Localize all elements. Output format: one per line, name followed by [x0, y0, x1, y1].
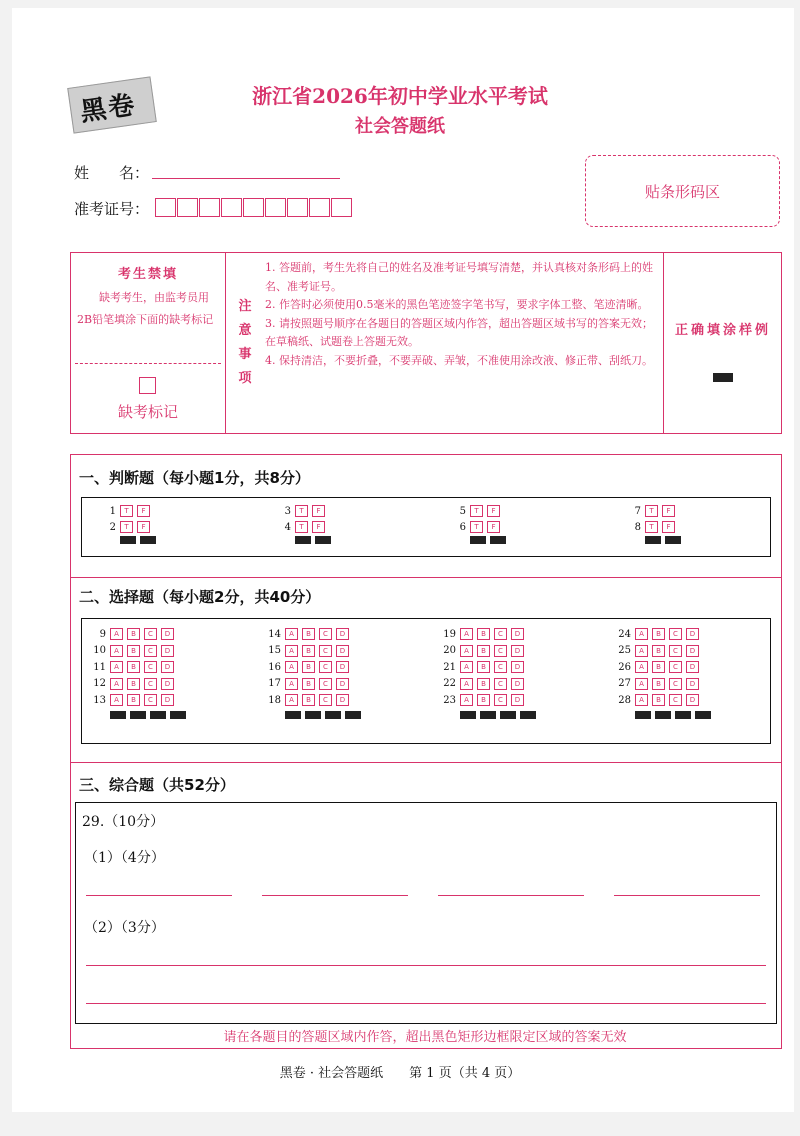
option-bubble[interactable]: T: [645, 521, 658, 533]
option-bubble[interactable]: B: [127, 694, 140, 706]
option-bubble[interactable]: A: [635, 678, 648, 690]
option-bubble[interactable]: D: [511, 661, 524, 673]
option-bubble[interactable]: C: [494, 694, 507, 706]
option-bubble[interactable]: C: [144, 678, 157, 690]
question-row: [615, 660, 703, 674]
name-field[interactable]: [152, 178, 340, 179]
alignment-marks: [285, 711, 365, 719]
question-row: [265, 677, 353, 691]
option-bubble[interactable]: B: [127, 645, 140, 657]
option-bubble[interactable]: B: [652, 694, 665, 706]
absent-mark-label: 缺考标记: [117, 403, 178, 421]
logo-text: 黑卷: [78, 90, 139, 128]
option-bubble[interactable]: D: [686, 661, 699, 673]
question-row: [265, 693, 353, 707]
option-bubble[interactable]: D: [336, 694, 349, 706]
option-bubble[interactable]: T: [645, 505, 658, 517]
divider: [75, 363, 221, 364]
attention-char: 项: [238, 371, 252, 386]
timing-mark: [325, 711, 341, 719]
option-bubble[interactable]: B: [127, 678, 140, 690]
question-row: [265, 644, 353, 658]
id-digit-box[interactable]: [265, 198, 286, 217]
attention-item: 1. 答题前，考生先将自己的姓名及准考证号填写清楚，并认真核对条形码上的姓名、准考证号。: [265, 261, 653, 293]
option-bubble[interactable]: A: [110, 661, 123, 673]
question-number: 6: [459, 521, 466, 533]
timing-mark: [460, 711, 476, 719]
option-bubble[interactable]: F: [662, 505, 675, 517]
absent-panel: [71, 253, 226, 433]
option-bubble[interactable]: T: [295, 521, 308, 533]
option-bubble[interactable]: C: [144, 645, 157, 657]
question-number: 16: [268, 661, 281, 673]
option-bubble[interactable]: C: [494, 645, 507, 657]
option-bubble[interactable]: D: [336, 661, 349, 673]
option-bubble[interactable]: A: [110, 694, 123, 706]
section-comprehensive: [70, 762, 782, 1049]
option-bubble[interactable]: D: [511, 678, 524, 690]
attention-items: [265, 259, 661, 370]
option-bubble[interactable]: C: [669, 645, 682, 657]
option-bubble[interactable]: D: [336, 628, 349, 640]
question-number: 18: [268, 694, 281, 706]
question-row: [625, 504, 679, 518]
option-bubble[interactable]: C: [144, 661, 157, 673]
timing-mark: [110, 711, 126, 719]
attention-item: 2. 作答时必须使用0.5毫米的黑色笔迹签字笔书写，要求字体工整、笔迹清晰。: [265, 298, 649, 311]
question-number: 23: [443, 694, 456, 706]
answer-line[interactable]: [438, 895, 584, 896]
option-bubble[interactable]: D: [161, 678, 174, 690]
option-bubble[interactable]: D: [686, 645, 699, 657]
attention-char: 事: [238, 347, 252, 362]
question-number: 5: [459, 505, 466, 517]
attention-char: 注: [238, 299, 252, 314]
question-number: 4: [284, 521, 291, 533]
option-bubble[interactable]: C: [494, 661, 507, 673]
option-bubble[interactable]: D: [686, 628, 699, 640]
option-bubble[interactable]: D: [161, 628, 174, 640]
option-bubble[interactable]: A: [285, 694, 298, 706]
option-bubble[interactable]: B: [302, 645, 315, 657]
section-title: 三、综合题（共52分）: [79, 776, 235, 794]
attention-item: 3. 请按照题号顺序在各题目的答题区域内作答，超出答题区域书写的答案无效；在草稿纸、试题卷上答题无效。: [265, 316, 653, 348]
question-number: 13: [93, 694, 106, 706]
option-bubble[interactable]: D: [511, 628, 524, 640]
timing-mark: [490, 536, 506, 544]
id-digit-box[interactable]: [243, 198, 264, 217]
question-row: [440, 677, 528, 691]
timing-mark: [645, 536, 661, 544]
page-footer: 黑卷 · 社会答题纸 第 1 页（共 4 页）: [279, 1066, 521, 1081]
timing-mark: [500, 711, 516, 719]
option-bubble[interactable]: C: [319, 661, 332, 673]
question-row: [90, 693, 178, 707]
option-bubble[interactable]: C: [669, 694, 682, 706]
question-number: 28: [618, 694, 631, 706]
option-bubble[interactable]: F: [312, 505, 325, 517]
question-number: 15: [268, 645, 281, 656]
option-bubble[interactable]: C: [319, 678, 332, 690]
option-bubble[interactable]: A: [285, 645, 298, 657]
question-row: [90, 644, 178, 658]
q29-label: 29.（10分）: [82, 814, 165, 830]
option-bubble[interactable]: A: [635, 694, 648, 706]
id-digit-box[interactable]: [287, 198, 308, 217]
alignment-marks: [110, 711, 190, 719]
question-number: 17: [268, 678, 281, 689]
option-bubble[interactable]: B: [127, 628, 140, 640]
option-bubble[interactable]: B: [477, 678, 490, 690]
alignment-marks: [470, 536, 510, 544]
question-row: [275, 520, 329, 534]
option-bubble[interactable]: C: [144, 628, 157, 640]
timing-mark: [170, 711, 186, 719]
question-number: 7: [634, 505, 641, 517]
option-bubble[interactable]: T: [120, 521, 133, 533]
option-bubble[interactable]: D: [511, 694, 524, 706]
option-bubble[interactable]: A: [460, 678, 473, 690]
option-bubble[interactable]: F: [662, 521, 675, 533]
attention-item: 4. 保持清洁，不要折叠，不要弄破、弄皱，不准使用涂改液、修正带、刮纸刀。: [265, 353, 653, 367]
option-bubble[interactable]: B: [302, 661, 315, 673]
option-bubble[interactable]: B: [652, 678, 665, 690]
question-number: 25: [618, 645, 631, 656]
question-row: [90, 677, 178, 691]
option-bubble[interactable]: D: [686, 678, 699, 690]
question-row: [440, 660, 528, 674]
option-bubble[interactable]: A: [460, 645, 473, 657]
question-row: [450, 504, 504, 518]
timing-mark: [315, 536, 331, 544]
option-bubble[interactable]: C: [494, 628, 507, 640]
sample-filled-mark: [713, 373, 733, 382]
option-bubble[interactable]: A: [110, 678, 123, 690]
option-bubble[interactable]: D: [161, 645, 174, 657]
question-number: 14: [268, 628, 281, 640]
option-bubble[interactable]: B: [302, 678, 315, 690]
question-row: [265, 627, 353, 641]
option-bubble[interactable]: B: [477, 628, 490, 640]
timing-mark: [665, 536, 681, 544]
timing-mark: [120, 536, 136, 544]
option-bubble[interactable]: B: [652, 645, 665, 657]
q29-part2-label: （2）（3分）: [84, 920, 165, 936]
name-label: 姓 名：: [74, 164, 150, 182]
section-multiple-choice: [70, 576, 782, 763]
timing-mark: [520, 711, 536, 719]
option-bubble[interactable]: A: [285, 661, 298, 673]
option-bubble[interactable]: T: [470, 521, 483, 533]
id-digit-box[interactable]: [177, 198, 198, 217]
option-bubble[interactable]: C: [319, 645, 332, 657]
question-row: [440, 693, 528, 707]
option-bubble[interactable]: F: [487, 505, 500, 517]
timing-mark: [470, 536, 486, 544]
id-digit-box[interactable]: [309, 198, 330, 217]
question-number: 1: [109, 505, 116, 517]
question-row: [440, 627, 528, 641]
question-number: 2: [109, 521, 116, 533]
timing-mark: [285, 711, 301, 719]
question-row: [450, 520, 504, 534]
answer-line[interactable]: [614, 895, 760, 896]
alignment-marks: [120, 536, 160, 544]
question-number: 3: [284, 505, 291, 517]
mc-answer-box: [81, 618, 771, 744]
timing-mark: [150, 711, 166, 719]
id-number-boxes[interactable]: [155, 198, 353, 217]
timing-mark: [695, 711, 711, 719]
option-bubble[interactable]: T: [295, 505, 308, 517]
question-number: 19: [443, 628, 456, 640]
timing-mark: [675, 711, 691, 719]
option-bubble[interactable]: B: [477, 694, 490, 706]
id-digit-box[interactable]: [331, 198, 352, 217]
option-bubble[interactable]: D: [161, 661, 174, 673]
option-bubble[interactable]: A: [460, 628, 473, 640]
barcode-area: [585, 155, 780, 227]
timing-mark: [655, 711, 671, 719]
alignment-marks: [460, 711, 540, 719]
option-bubble[interactable]: C: [494, 678, 507, 690]
option-bubble[interactable]: A: [635, 661, 648, 673]
question-row: [615, 677, 703, 691]
question-number: 24: [618, 628, 631, 640]
option-bubble[interactable]: F: [137, 505, 150, 517]
option-bubble[interactable]: F: [487, 521, 500, 533]
alignment-marks: [645, 536, 685, 544]
option-bubble[interactable]: F: [137, 521, 150, 533]
tf-answer-box: [81, 497, 771, 557]
option-bubble[interactable]: C: [669, 678, 682, 690]
sample-title: 正确填涂样例: [674, 323, 771, 338]
question-row: [440, 644, 528, 658]
absent-text: 缺考考生，由监考员用2B铅笔填涂下面的缺考标记: [77, 291, 214, 326]
id-digit-box[interactable]: [221, 198, 242, 217]
option-bubble[interactable]: B: [302, 694, 315, 706]
question-number: 9: [99, 628, 106, 640]
answer-line[interactable]: [86, 1003, 766, 1004]
answer-line[interactable]: [86, 965, 766, 966]
question-row: [90, 627, 178, 641]
option-bubble[interactable]: B: [477, 645, 490, 657]
question-number: 21: [443, 661, 456, 673]
question-number: 20: [443, 645, 456, 656]
question-row: [275, 504, 329, 518]
question-row: [100, 504, 154, 518]
option-bubble[interactable]: A: [635, 645, 648, 657]
attention-heading: [225, 253, 265, 433]
timing-mark: [130, 711, 146, 719]
question-number: 11: [93, 661, 106, 673]
option-bubble[interactable]: D: [336, 678, 349, 690]
option-bubble[interactable]: A: [285, 628, 298, 640]
timing-mark: [635, 711, 651, 719]
question-row: [265, 660, 353, 674]
question-number: 8: [634, 521, 641, 533]
absent-title: 考生禁填: [117, 267, 178, 282]
timing-mark: [305, 711, 321, 719]
option-bubble[interactable]: A: [460, 661, 473, 673]
timing-mark: [480, 711, 496, 719]
option-bubble[interactable]: T: [120, 505, 133, 517]
id-label: 准考证号：: [74, 200, 150, 218]
timing-mark: [140, 536, 156, 544]
option-bubble[interactable]: B: [652, 661, 665, 673]
option-bubble[interactable]: C: [319, 628, 332, 640]
question-number: 27: [618, 678, 631, 689]
question-row: [100, 520, 154, 534]
q29-answer-box: [75, 802, 777, 1024]
option-bubble[interactable]: F: [312, 521, 325, 533]
answer-line[interactable]: [86, 895, 232, 896]
id-digit-box[interactable]: [199, 198, 220, 217]
option-bubble[interactable]: B: [302, 628, 315, 640]
option-bubble[interactable]: A: [110, 628, 123, 640]
timing-mark: [295, 536, 311, 544]
exam-title: 浙江省2026年初中学业水平考试: [252, 84, 548, 108]
notice-panel: [70, 252, 782, 434]
option-bubble[interactable]: T: [470, 505, 483, 517]
option-bubble[interactable]: C: [669, 628, 682, 640]
barcode-label: 贴条形码区: [644, 182, 720, 201]
question-number: 26: [618, 661, 631, 673]
question-row: [90, 660, 178, 674]
question-number: 12: [93, 678, 106, 689]
question-number: 10: [93, 645, 106, 656]
option-bubble[interactable]: B: [652, 628, 665, 640]
option-bubble[interactable]: C: [319, 694, 332, 706]
option-bubble[interactable]: A: [110, 645, 123, 657]
alignment-marks: [635, 711, 715, 719]
answer-line[interactable]: [262, 895, 408, 896]
question-row: [615, 627, 703, 641]
q29-part1-label: （1）（4分）: [84, 850, 165, 866]
section-true-false: [70, 454, 782, 578]
option-bubble[interactable]: C: [144, 694, 157, 706]
option-bubble[interactable]: D: [686, 694, 699, 706]
section-title: 二、选择题（每小题2分，共40分）: [79, 588, 321, 606]
option-bubble[interactable]: C: [669, 661, 682, 673]
absent-checkbox[interactable]: [139, 377, 156, 394]
question-row: [625, 520, 679, 534]
sheet-subtitle: 社会答题纸: [355, 116, 445, 137]
option-bubble[interactable]: A: [460, 694, 473, 706]
question-row: [615, 693, 703, 707]
timing-mark: [345, 711, 361, 719]
attention-char: 意: [238, 323, 252, 338]
sample-panel: [663, 253, 782, 433]
question-row: [615, 644, 703, 658]
alignment-marks: [295, 536, 335, 544]
option-bubble[interactable]: D: [511, 645, 524, 657]
option-bubble[interactable]: D: [336, 645, 349, 657]
answer-area-warning: 请在各题目的答题区域内作答，超出黑色矩形边框限定区域的答案无效: [223, 1030, 627, 1045]
option-bubble[interactable]: D: [161, 694, 174, 706]
id-digit-box[interactable]: [155, 198, 176, 217]
section-title: 一、判断题（每小题1分，共8分）: [79, 469, 310, 487]
option-bubble[interactable]: A: [635, 628, 648, 640]
question-number: 22: [443, 678, 456, 689]
option-bubble[interactable]: B: [477, 661, 490, 673]
option-bubble[interactable]: B: [127, 661, 140, 673]
option-bubble[interactable]: A: [285, 678, 298, 690]
